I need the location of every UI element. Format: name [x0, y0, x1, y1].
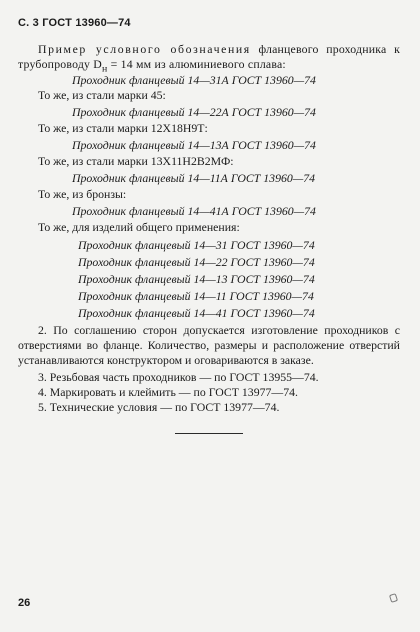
- point-2-paragraph: 2. По соглашению сторон допускается изготовление проходников с отверстиями во фланце. Количество, размеры и расположение отверстий устанавливаются конструктором и оговариваются в заказе.: [18, 323, 400, 367]
- example-designation-4: Проходник фланцевый 14—11А ГОСТ 13960—74: [72, 171, 316, 185]
- intro-subscript: н: [102, 63, 108, 75]
- general-label: То же, для изделий общего применения:: [38, 220, 240, 234]
- intro-spaced-text: Пример условного обозначения: [38, 42, 251, 56]
- scan-mark-icon: [388, 593, 398, 604]
- example-designation-1: Проходник фланцевый 14—31А ГОСТ 13960—74: [72, 73, 316, 87]
- general-designation-4: Проходник фланцевый 14—11 ГОСТ 13960—74: [78, 289, 314, 303]
- section-divider: [175, 433, 243, 434]
- page-header: С. 3 ГОСТ 13960—74: [18, 17, 131, 29]
- example-label-5: То же, из бронзы:: [38, 187, 127, 201]
- general-designation-2: Проходник фланцевый 14—22 ГОСТ 13960—74: [78, 255, 315, 269]
- point-5: 5. Технические условия — по ГОСТ 13977—74.: [38, 400, 280, 414]
- example-designation-3: Проходник фланцевый 14—13А ГОСТ 13960—74: [72, 138, 316, 152]
- example-label-3: То же, из стали марки 12Х18Н9Т:: [38, 121, 208, 135]
- example-designation-2: Проходник фланцевый 14—22А ГОСТ 13960—74: [72, 105, 316, 119]
- example-designation-5: Проходник фланцевый 14—41А ГОСТ 13960—74: [72, 204, 316, 218]
- intro-rest-text: фланцевого проходника к трубопроводу D: [18, 42, 400, 71]
- point-3: 3. Резьбовая часть проходников — по ГОСТ 13955—74.: [38, 370, 319, 384]
- general-designation-3: Проходник фланцевый 14—13 ГОСТ 13960—74: [78, 272, 315, 286]
- example-label-4: То же, из стали марки 13Х11Н2В2МФ:: [38, 154, 234, 168]
- general-designation-1: Проходник фланцевый 14—31 ГОСТ 13960—74: [78, 238, 315, 252]
- intro-paragraph: [18, 42, 400, 76]
- page-number: 26: [18, 597, 31, 609]
- point-4: 4. Маркировать и клеймить — по ГОСТ 13977—74.: [38, 385, 298, 399]
- example-label-2: То же, из стали марки 45:: [38, 88, 166, 102]
- intro-tail-text: = 14 мм из алюминиевого сплава:: [107, 57, 286, 71]
- general-designation-5: Проходник фланцевый 14—41 ГОСТ 13960—74: [78, 306, 315, 320]
